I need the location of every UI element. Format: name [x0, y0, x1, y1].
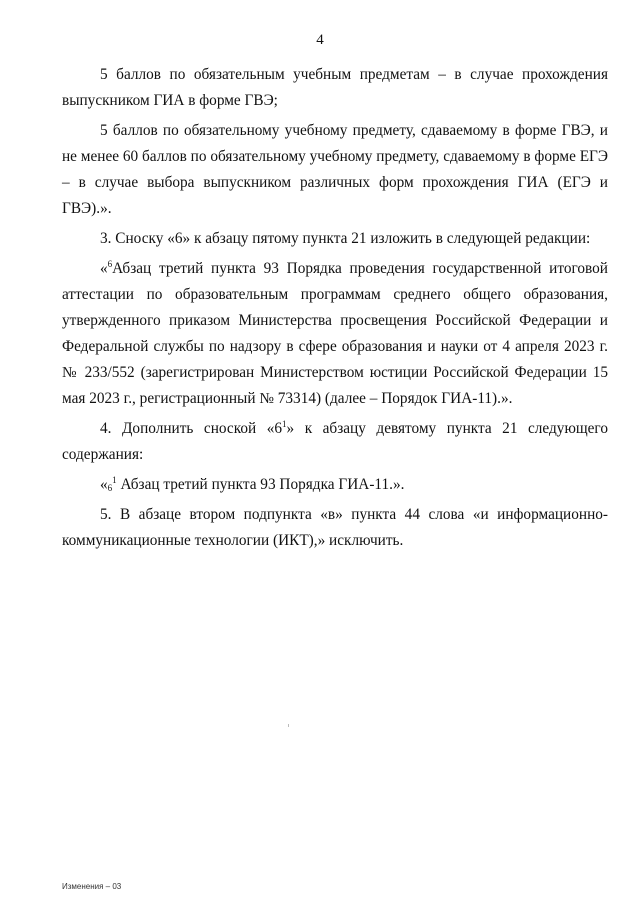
footnote-marker-1: 1 [282, 419, 287, 429]
paragraph-item-3: 3. Сноску «6» к абзацу пятому пункта 21 изложить в следующей редакции: [100, 230, 591, 247]
quote-open: « [100, 260, 108, 277]
paragraph-ballov-gve: 5 баллов по обязательным учебным предметам – в случае прохождения выпускником ГИА в форме ГВЭ; [62, 66, 608, 109]
footnote-text: Абзац третий пункта 93 Порядка ГИА-11.». [116, 476, 405, 493]
footnote-marker-6: 6 [107, 259, 113, 269]
scan-artifact [288, 724, 289, 727]
footer-label: Изменения – 03 [62, 882, 122, 891]
paragraph-footnote-6-quote [62, 256, 608, 412]
paragraph-ballov-ege-gve: 5 баллов по обязательному учебному предмету, сдаваемому в форме ГВЭ, и не менее 60 баллов по обязательному учебному предмету, сдаваемому в форме ЕГЭ – в случае выбора выпускником различных форм прохождения ГИА (ЕГЭ и ГВЭ).». [62, 122, 608, 217]
item4-before: 4. Дополнить сноской «6 [100, 420, 283, 437]
footnote-open: « [100, 476, 108, 493]
item4-after: » к абзацу девятому пункта 21 следующего содержания: [62, 420, 608, 463]
paragraph-item-5: 5. В абзаце втором подпункта «в» пункта 44 слова «и информационно-коммуникационные технологии (ИКТ),» исключить. [62, 506, 608, 549]
footnote-sub-6: 6 [107, 483, 113, 493]
document-body [62, 62, 608, 554]
paragraph-footnote-6-1 [62, 472, 608, 498]
footnote-sup-1: 1 [112, 475, 117, 485]
quote-text: Абзац третий пункта 93 Порядка проведения государственной итоговой аттестации по образовательным программам среднего общего образования, утвержденного приказом Министерства просвещения Российской Федерации и Федеральной службы по надзору в сфере образования и науки от 4 апреля 2023 г. № 233/552 (зарегистрирован Министерством юстиции Российской Федерации 15 мая 2023 г., регистрационный № 73314) (далее – Порядок ГИА-11).». [62, 260, 608, 407]
paragraph-item-4 [62, 416, 608, 468]
page-number: 4 [316, 32, 324, 48]
